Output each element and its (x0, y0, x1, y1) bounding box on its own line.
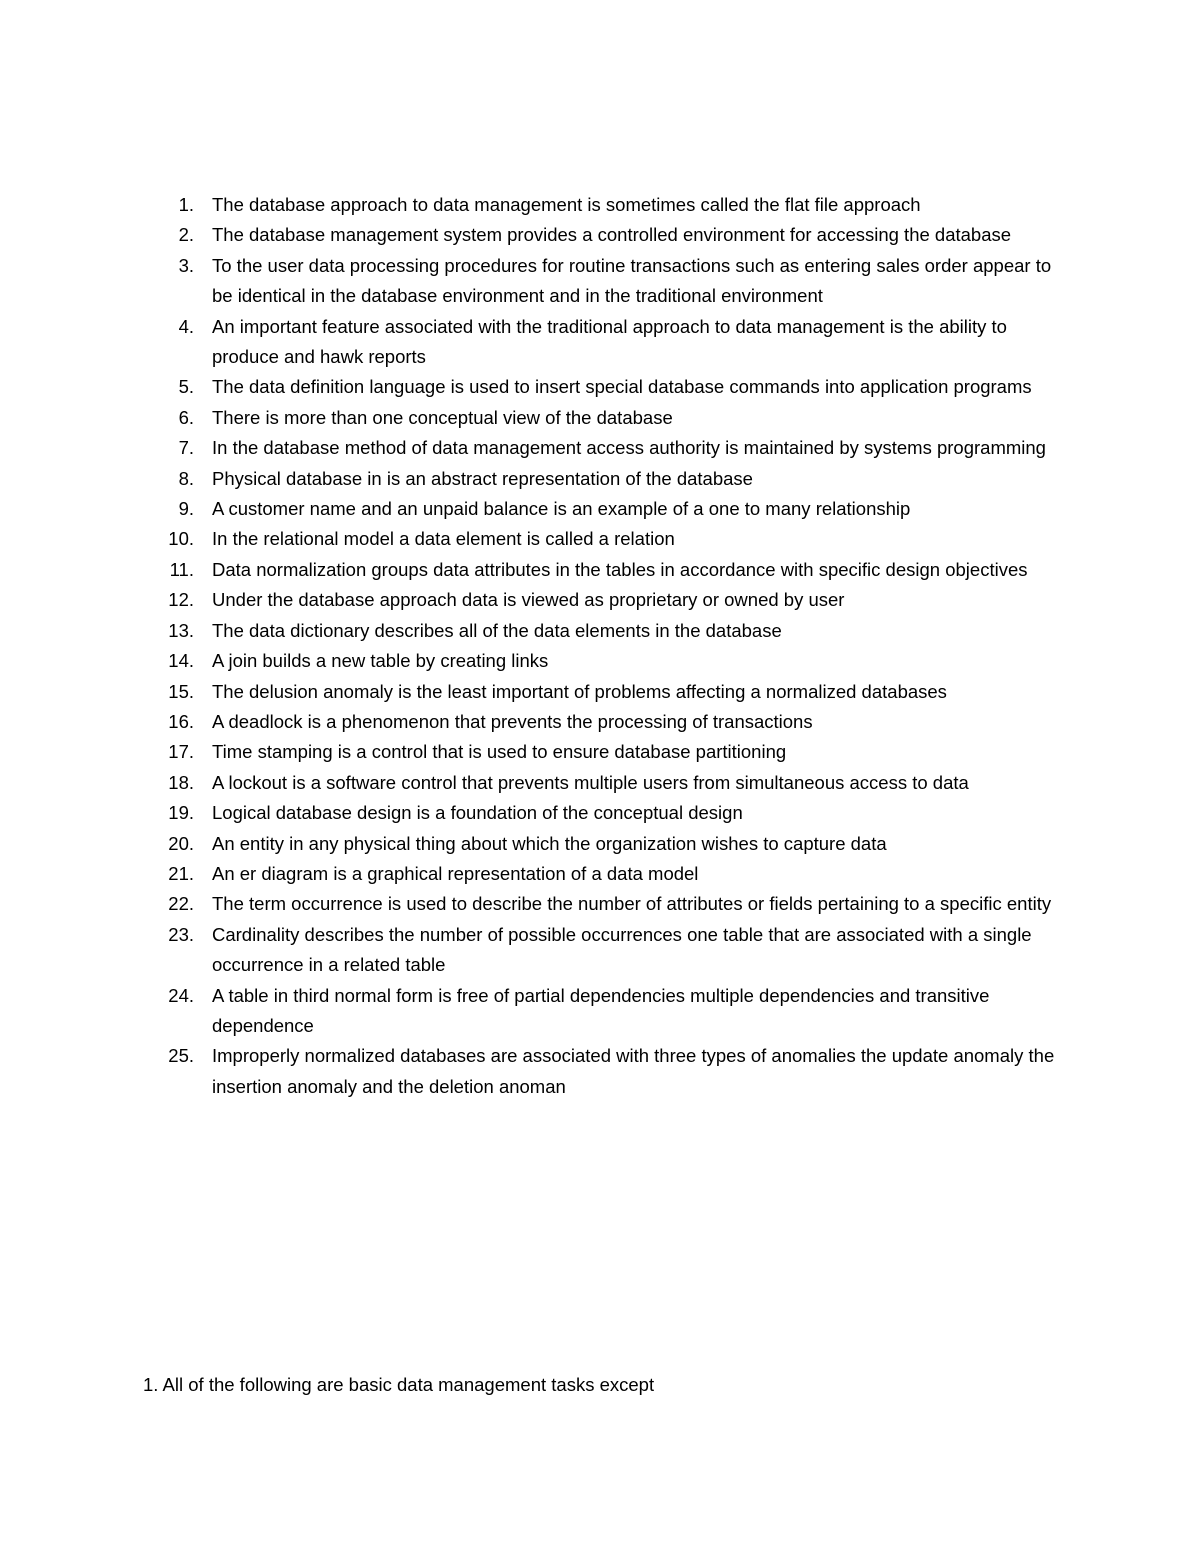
statement-number: 6. (178, 406, 194, 428)
statement-number: 14. (168, 650, 194, 672)
statement-text: In the relational model a data element is called a relation (212, 528, 675, 550)
statement-text: A join builds a new table by creating links (212, 650, 549, 672)
statement-item (150, 372, 1070, 402)
statement-item (150, 677, 1070, 707)
statement-item (150, 981, 1070, 1042)
statement-number: 5. (178, 376, 194, 398)
statement-item (150, 920, 1070, 981)
statement-item (150, 859, 1070, 889)
statement-number: 13. (168, 619, 194, 641)
statement-number: 21. (168, 862, 194, 884)
statement-item (150, 768, 1070, 798)
statement-item (150, 403, 1070, 433)
statement-item (150, 524, 1070, 554)
statement-number: 22. (168, 893, 194, 915)
statement-item (150, 737, 1070, 767)
statement-number: 3. (178, 254, 194, 276)
statement-text: A customer name and an unpaid balance is an example of a one to many relationship (212, 498, 911, 520)
statement-number: 10. (168, 528, 194, 550)
statement-text: In the database method of data management access authority is maintained by systems programming (212, 437, 1046, 459)
statement-text: An important feature associated with the traditional approach to data management is the ability to produce and hawk reports (212, 315, 1007, 368)
statement-text: The data dictionary describes all of the data elements in the database (212, 619, 782, 641)
statement-number: 19. (168, 802, 194, 824)
statement-item (150, 829, 1070, 859)
statement-number: 2. (178, 224, 194, 246)
statement-number: 7. (178, 437, 194, 459)
statement-item (150, 251, 1070, 312)
statement-number: 12. (168, 589, 194, 611)
statement-number: 24. (168, 984, 194, 1006)
statement-item (150, 220, 1070, 250)
statement-number: 8. (178, 467, 194, 489)
statement-number: 23. (168, 923, 194, 945)
statement-number: 9. (178, 498, 194, 520)
statement-number: 17. (168, 741, 194, 763)
statement-item (150, 312, 1070, 373)
statement-text: There is more than one conceptual view of the database (212, 406, 673, 428)
statement-number: 16. (168, 710, 194, 732)
statement-text: The data definition language is used to insert special database commands into application programs (212, 376, 1032, 398)
statement-text: Under the database approach data is viewed as proprietary or owned by user (212, 589, 845, 611)
statement-text: Cardinality describes the number of possible occurrences one table that are associated with a single occurrence in a related table (212, 923, 1032, 976)
statement-text: Time stamping is a control that is used to ensure database partitioning (212, 741, 787, 763)
statement-text: The delusion anomaly is the least important of problems affecting a normalized databases (212, 680, 947, 702)
statement-text: An er diagram is a graphical representation of a data model (212, 862, 699, 884)
statement-text: Data normalization groups data attributes in the tables in accordance with specific design objectives (212, 558, 1028, 580)
statement-item (150, 585, 1070, 615)
statement-text: The term occurrence is used to describe the number of attributes or fields pertaining to a specific entity (212, 893, 1052, 915)
statement-number: 18. (168, 771, 194, 793)
statement-number: 20. (168, 832, 194, 854)
statement-item (150, 646, 1070, 676)
statement-item (150, 494, 1070, 524)
statement-item (150, 889, 1070, 919)
statement-text: A lockout is a software control that prevents multiple users from simultaneous access to data (212, 771, 969, 793)
statement-text: An entity in any physical thing about which the organization wishes to capture data (212, 832, 887, 854)
statement-number: 1. (178, 194, 194, 215)
statement-text: Improperly normalized databases are associated with three types of anomalies the update anomaly the insertion anomaly and the deletion anoman (212, 1045, 1055, 1097)
statement-list (150, 190, 1070, 1102)
statement-text: The database management system provides a controlled environment for accessing the database (212, 224, 1012, 246)
statement-item (150, 555, 1070, 585)
statement-item (150, 1041, 1070, 1102)
statement-text: To the user data processing procedures for routine transactions such as entering sales order appear to be identical in the database environment and in the traditional environment (212, 254, 1052, 307)
statement-text: A deadlock is a phenomenon that prevents the processing of transactions (212, 710, 813, 732)
statement-text: A table in third normal form is free of partial dependencies multiple dependencies and transitive dependence (212, 984, 990, 1036)
statement-text: Logical database design is a foundation of the conceptual design (212, 802, 743, 824)
statement-item (150, 707, 1070, 737)
statement-item (150, 433, 1070, 463)
statement-number: 4. (178, 315, 194, 337)
statement-item (150, 616, 1070, 646)
question-text: 1. All of the following are basic data management tasks except (143, 1374, 655, 1395)
statement-item (150, 464, 1070, 494)
statement-text: The database approach to data management is sometimes called the flat file approach (212, 194, 921, 215)
statement-item (150, 190, 1070, 220)
statement-number: 15. (168, 680, 194, 702)
statement-text: Physical database in is an abstract representation of the database (212, 467, 753, 489)
statement-number: 11. (169, 558, 194, 580)
statement-item (150, 798, 1070, 828)
statement-number: 25. (168, 1045, 194, 1067)
